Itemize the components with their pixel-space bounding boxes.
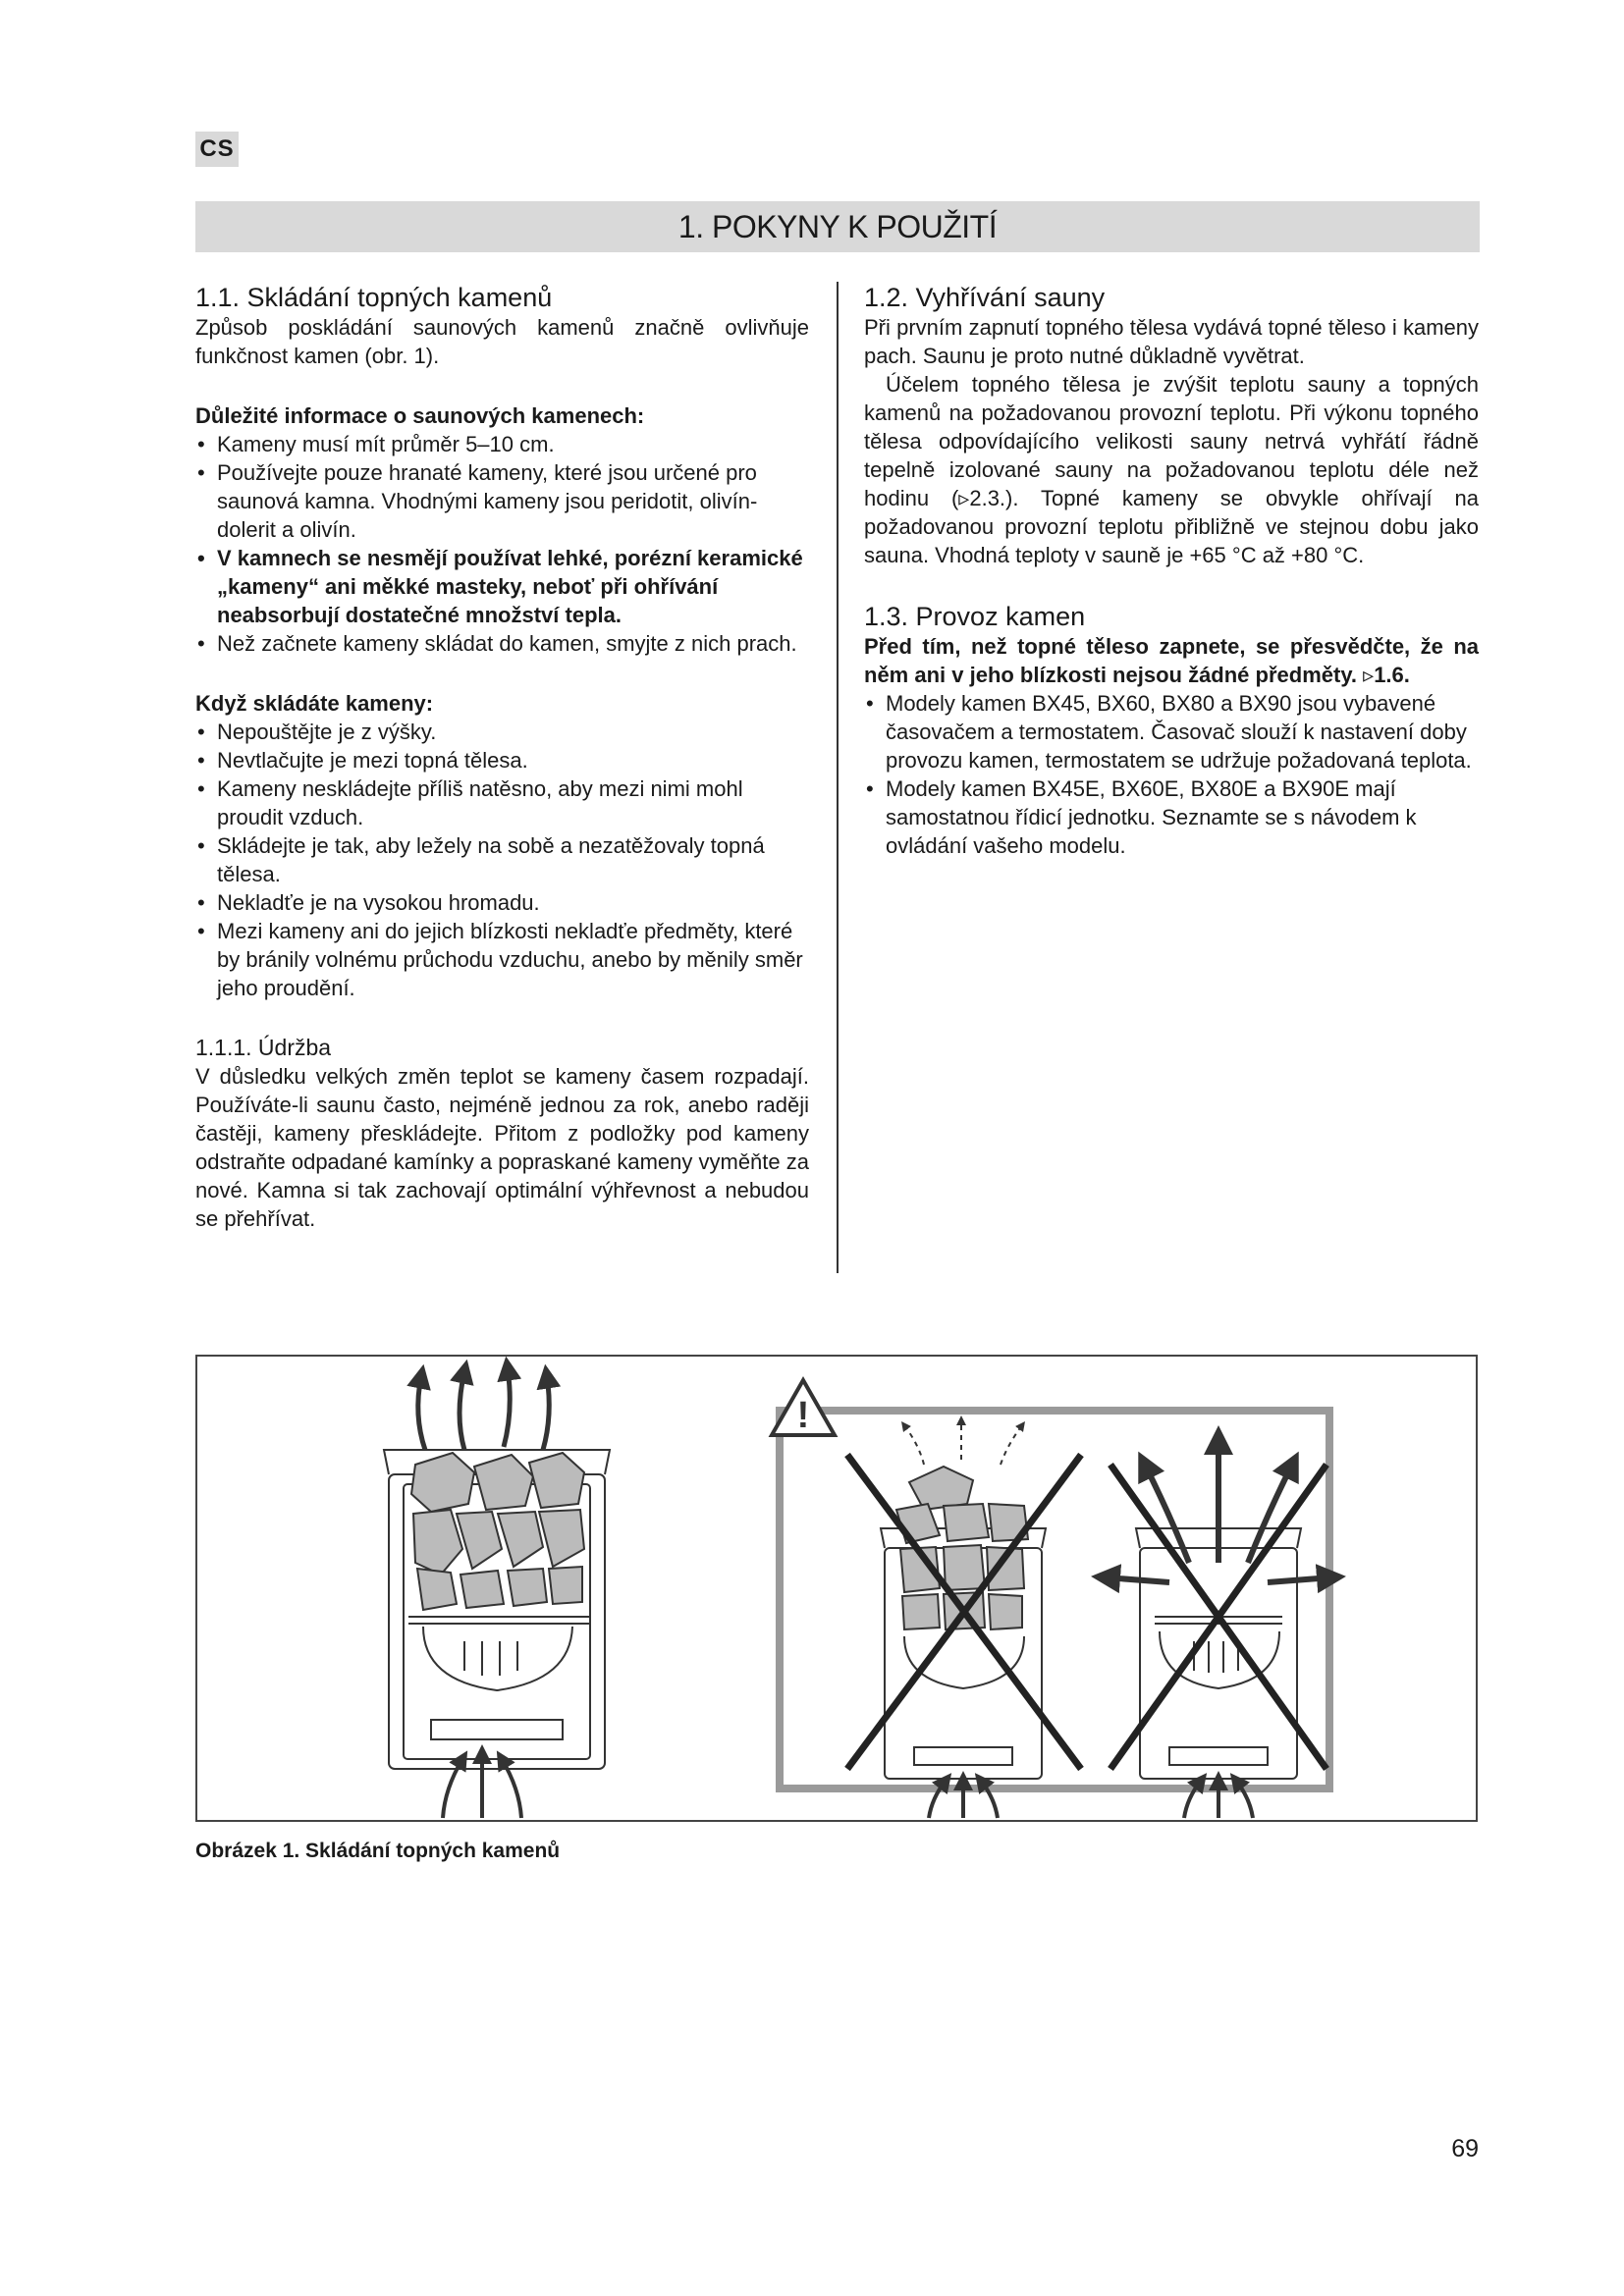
list-item: • Skládejte je tak, aby ležely na sobě a nezatěžovaly topná tělesa. bbox=[195, 831, 809, 888]
wrong-heater-no-stones bbox=[1136, 1528, 1301, 1779]
list-item: • Kameny neskládejte příliš natěsno, aby mezi nimi mohl proudit vzduch. bbox=[195, 774, 809, 831]
list-item: • V kamnech se nesmějí používat lehké, porézní keramické „kameny“ ani měkké masteky, neboť při ohřívání neabsorbují dostatečné množství tepla. bbox=[195, 544, 809, 629]
correct-heater-drawing bbox=[384, 1450, 610, 1769]
list-item: • Používejte pouze hranaté kameny, které jsou určené pro saunová kamna. Vhodnými kameny jsou peridotit, olivín-dolerit a olivín. bbox=[195, 458, 809, 544]
section-1-1-heading: 1.1. Skládání topných kamenů bbox=[195, 283, 553, 312]
hot-air-arrows bbox=[418, 1368, 549, 1450]
list-item: • Modely kamen BX45E, BX60E, BX80E a BX90E mají samostatnou řídicí jednotku. Seznamte se s návodem k ovládání vašeho modelu. bbox=[864, 774, 1479, 860]
air-intake-arrows bbox=[443, 1754, 521, 1818]
stone-info-heading: Důležité informace o saunových kamenech: bbox=[195, 403, 645, 428]
operation-warning: Před tím, než topné těleso zapnete, se přesvědčte, že na něm ani v jeho blízkosti nejsou žádné předměty. ▹1.6. bbox=[864, 634, 1479, 687]
models-list bbox=[864, 689, 1479, 860]
stone-stacking-illustration bbox=[197, 1357, 1480, 1824]
column-divider bbox=[837, 282, 839, 1273]
list-item: • Mezi kameny ani do jejich blízkosti nekladťe předměty, které by bránily volnému průchodu vzduchu, anebo by měnily směr jeho proudění. bbox=[195, 917, 809, 1002]
maintenance-text: V důsledku velkých změn teplot se kameny časem rozpadají. Používáte-li saunu často, nejméně jednou za rok, anebo raději častěji, kameny přeskládejte. Přitom z podložky pod kameny odstraňte odpadané kamínky a popraskané kameny vyměňte za nové. Kamna si tak zachovají optimální výhřevnost a nebudou se přehřívat. bbox=[195, 1064, 809, 1231]
stacking-heading: Když skládáte kameny: bbox=[195, 691, 434, 716]
section-1-3-heading: 1.3. Provoz kamen bbox=[864, 602, 1086, 631]
list-item: • Kameny musí mít průměr 5–10 cm. bbox=[195, 430, 809, 458]
chapter-title-bar bbox=[195, 201, 1480, 252]
figure-1-frame bbox=[195, 1355, 1478, 1822]
stacking-list bbox=[195, 718, 809, 1002]
section-1-2-heading: 1.2. Vyhřívání sauny bbox=[864, 283, 1106, 312]
figure-caption: Obrázek 1. Skládání topných kamenů bbox=[195, 1840, 561, 1862]
warning-symbol: ! bbox=[796, 1395, 810, 1436]
heating-paragraph-1: Při prvním zapnutí topného tělesa vydává topné těleso i kameny pach. Saunu je proto nutné důkladně vyvětrat. bbox=[864, 315, 1479, 368]
language-tag: CS bbox=[195, 132, 239, 167]
wrong-heater-tall-pile bbox=[881, 1467, 1046, 1779]
list-item: • Než začnete kameny skládat do kamen, smyjte z nich prach. bbox=[195, 629, 809, 658]
list-item: • Modely kamen BX45, BX60, BX80 a BX90 jsou vybavené časovačem a termostatem. Časovač slouží k nastavení doby provozu kamen, termostatem se udržuje požadovaná teplota. bbox=[864, 689, 1479, 774]
section-1-1-1-heading: 1.1.1. Údržba bbox=[195, 1035, 332, 1060]
list-item: • Nepouštějte je z výšky. bbox=[195, 718, 809, 746]
list-item: • Nevtlačujte je mezi topná tělesa. bbox=[195, 746, 809, 774]
left-column bbox=[195, 282, 809, 1233]
page-number: 69 bbox=[1451, 2135, 1479, 2163]
list-item: • Nekladťe je na vysokou hromadu. bbox=[195, 888, 809, 917]
right-column bbox=[864, 282, 1479, 860]
chapter-title: 1. POKYNY K POUŽITÍ bbox=[677, 209, 998, 244]
heating-paragraph-2: Účelem topného tělesa je zvýšit teplotu sauny a topných kamenů na požadovanou provozní teplotu. Při výkonu topného tělesa odpovídajícího velikosti sauny netrvá vyhřátí řádně tepelně izolované sauny na požadovanou teplotu déle než hodinu (▹2.3.). Topné kameny se obvykle ohřívají na požadovanou provozní teplotu přibližně ve stejnou dobu jako sauna. Vhodná teploty v sauně je +65 °C až +80 °C. bbox=[864, 372, 1479, 567]
section-1-1-intro: Způsob poskládání saunových kamenů značně ovlivňuje funkčnost kamen (obr. 1). bbox=[195, 315, 809, 368]
stone-info-list bbox=[195, 430, 809, 658]
